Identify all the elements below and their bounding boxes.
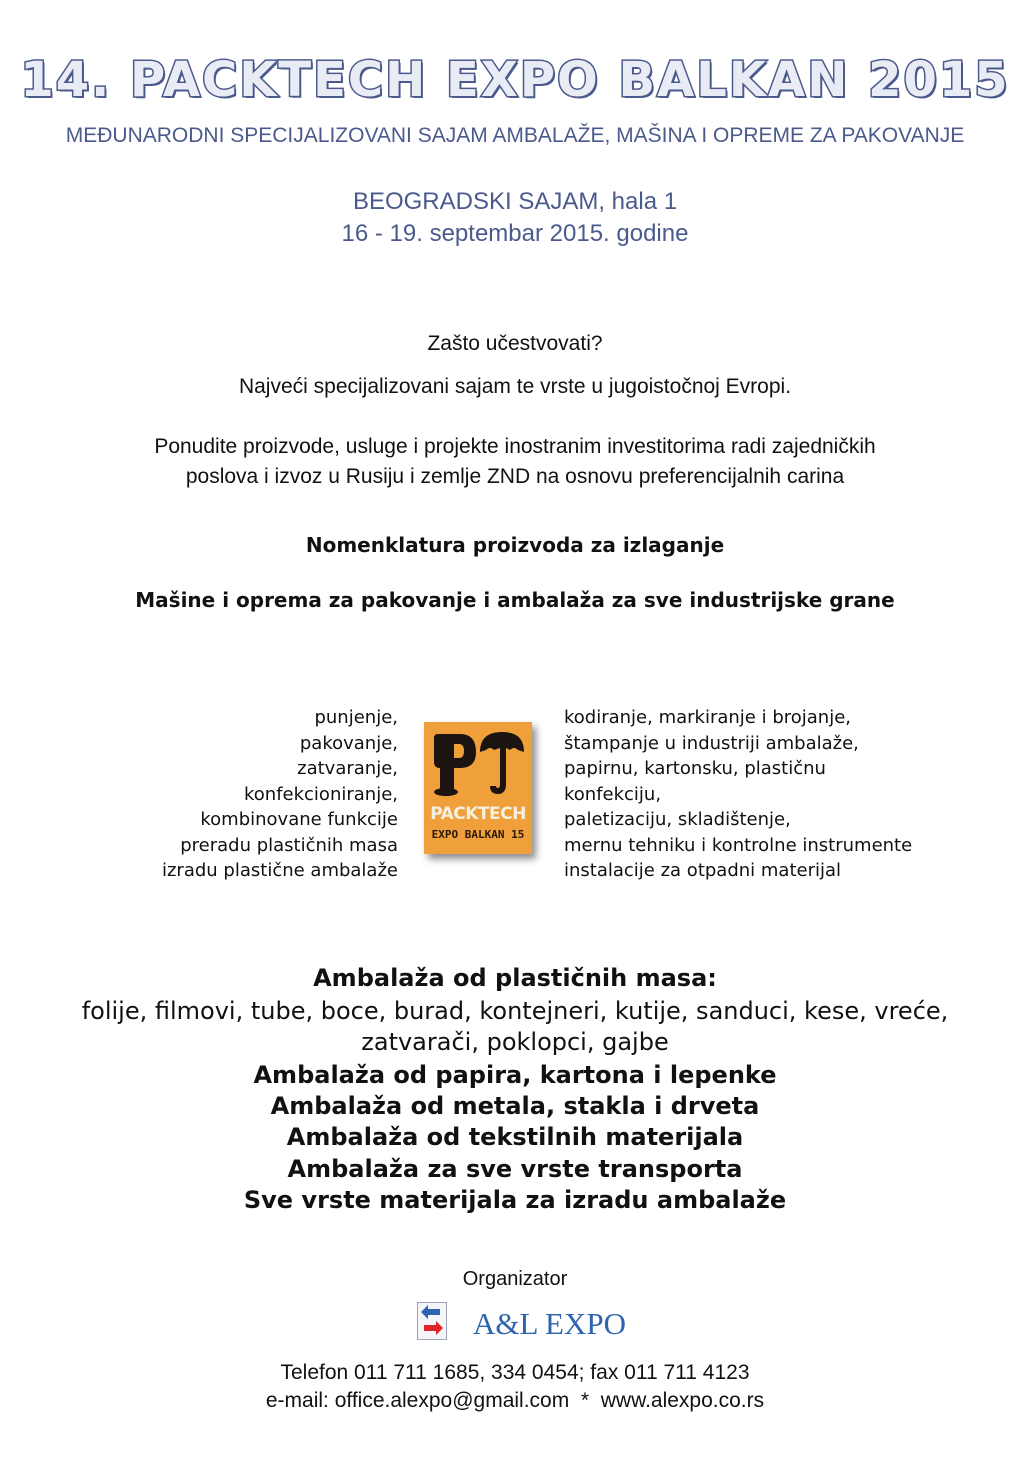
list-item: paletizaciju, skladištenje, — [564, 809, 791, 830]
page-subtitle: MEĐUNARODNI SPECIJALIZOVANI SAJAM AMBALAŽE, MAŠINA I OPREME ZA PAKOVANJE — [65, 124, 965, 147]
list-item: mernu tehniku i kontrolne instrumente — [564, 834, 913, 856]
list-item: štampanje u industriji ambalaže, — [564, 732, 859, 754]
list-item: preradu plastičnih masa — [180, 834, 398, 856]
nomenclature-right-list — [564, 705, 912, 884]
reason-investors-line-2: poslova i izvoz u Rusiju i zemlje ZND na osnovu preferencijalnih carina — [185, 465, 845, 488]
plastic-packaging-line-2: zatvarači, poklopci, gajbe — [361, 1028, 669, 1056]
nomenclature-subheading: Mašine i oprema za pakovanje i ambalaža za sve industrijske grane — [135, 588, 895, 612]
list-item: papirnu, kartonsku, plastičnu — [564, 758, 826, 779]
list-item: instalacije za otpadni materijal — [564, 860, 842, 881]
reason-investors — [0, 432, 1030, 492]
nomenclature-left-list — [162, 705, 398, 884]
contact-email-web: e-mail: office.alexpo@gmail.com * www.alexpo.co.rs — [265, 1389, 765, 1412]
plastic-packaging-heading: Ambalaža od plastičnih masa: — [313, 964, 717, 992]
organizer-name: A&L EXPO — [473, 1306, 626, 1341]
page-title: 14. PACKTECH EXPO BALKAN 2015 — [20, 52, 1010, 108]
packaging-category: Ambalaža za sve vrste transporta — [287, 1155, 743, 1183]
packaging-category: Ambalaža od tekstilnih materijala — [286, 1123, 744, 1151]
logo-name: PACKTECH — [430, 804, 526, 824]
reason-largest-fair: Najveći specijalizovani sajam te vrste u jugoistočnoj Evropi. — [238, 375, 792, 398]
arrows-logo-icon — [417, 1302, 447, 1340]
venue-block — [0, 186, 1030, 250]
list-item: konfekcioniranje, — [244, 783, 398, 805]
packaging-category: Ambalaža od metala, stakla i drveta — [270, 1092, 760, 1120]
contact-phone: Telefon 011 711 1685, 334 0454; fax 011 711 4123 — [280, 1361, 750, 1384]
list-item: punjenje, — [314, 707, 398, 728]
plastic-packaging-list — [0, 996, 1030, 1058]
reason-investors-line-1: Ponudite proizvode, usluge i projekte inostranim investitorima radi zajedničkih — [154, 435, 876, 458]
why-participate-question: Zašto učestvovati? — [427, 332, 603, 355]
logo-subtitle: EXPO BALKAN 15 — [431, 828, 525, 841]
venue-name: BEOGRADSKI SAJAM, hala 1 — [352, 188, 678, 215]
list-item: kombinovane funkcije — [200, 809, 398, 830]
nomenclature-heading: Nomenklatura proizvoda za izlaganje — [305, 533, 725, 557]
pt-umbrella-logo-icon — [424, 722, 532, 804]
organizer-label: Organizator — [462, 1268, 568, 1290]
list-item: izradu plastične ambalaže — [161, 860, 398, 881]
packaging-category: Sve vrste materijala za izradu ambalaže — [243, 1186, 787, 1214]
packaging-category: Ambalaža od papira, kartona i lepenke — [253, 1061, 777, 1089]
list-item: kodiranje, markiranje i brojanje, — [564, 707, 852, 728]
plastic-packaging-line-1: folije, filmovi, tube, boce, burad, kontejneri, kutije, sanduci, kese, vreće, — [81, 997, 949, 1025]
packtech-logo — [424, 722, 532, 854]
list-item: konfekciju, — [564, 783, 662, 805]
list-item: pakovanje, — [299, 732, 398, 754]
event-dates: 16 - 19. septembar 2015. godine — [341, 220, 689, 247]
list-item: zatvaranje, — [297, 758, 398, 779]
